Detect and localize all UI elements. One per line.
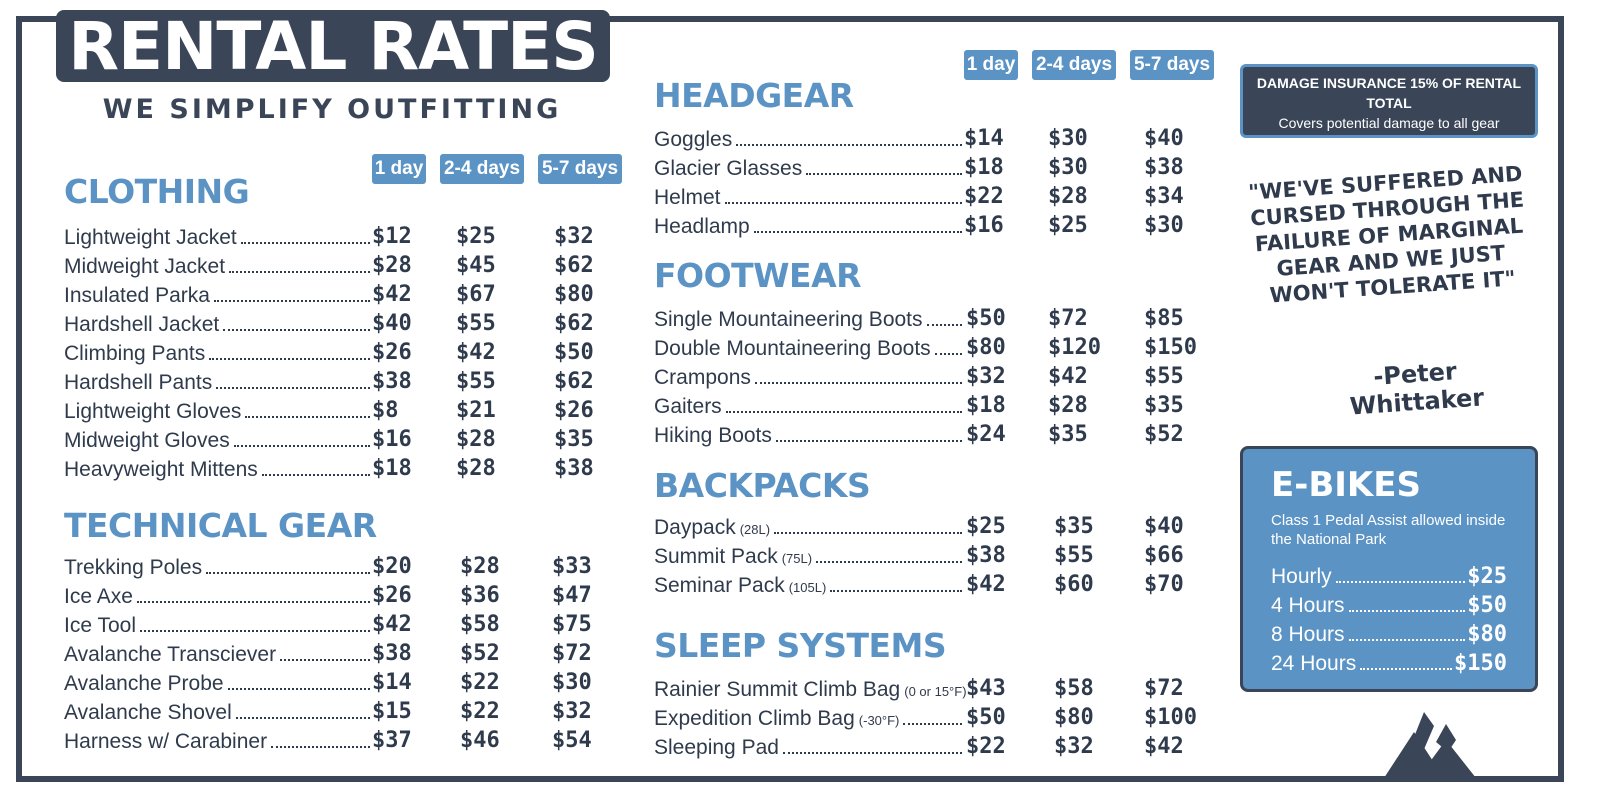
item-name: Ice Tool [64,614,136,637]
price-1day: $25 [966,514,1006,539]
dot-leader [137,601,370,603]
ebikes-note: Class 1 Pedal Assist allowed inside the National Park [1271,512,1506,548]
price-5-7days: $55 [1144,364,1184,389]
price-2-4days: $22 [460,670,500,695]
item-name: Summit Pack [654,545,778,568]
item-name: Hardshell Pants [64,371,213,394]
price-5-7days: $66 [1144,543,1184,568]
price-5-7days: $80 [554,282,594,307]
table-row [64,222,372,250]
price-5-7days: $40 [1144,126,1184,151]
price-1day: $18 [966,393,1006,418]
price-1day: $26 [372,340,412,365]
price-1day: $42 [372,612,412,637]
ebike-rate-row [1271,619,1507,647]
item-name: Heavyweight Mittens [64,458,258,481]
table-row [64,639,372,667]
price-2-4days: $28 [456,427,496,452]
dot-leader [228,688,370,690]
price-2-4days: $21 [456,398,496,423]
item-name: Single Mountaineering Boots [654,308,923,331]
price-1day: $8 [372,398,399,423]
price-1day: $20 [372,554,412,579]
insurance-line2: Covers potential damage to all gear [1278,115,1500,131]
item-name: Trekking Poles [64,556,203,579]
price-5-7days: $100 [1144,705,1197,730]
price-1day: $32 [966,364,1006,389]
price-5-7days: $38 [554,456,594,481]
section-title-footwear: FOOTWEAR [654,256,862,295]
price-2-4days: $35 [1048,422,1088,447]
price-5-7days: $85 [1144,306,1184,331]
item-name: Gaiters [654,395,722,418]
price-2-4days: $28 [460,554,500,579]
table-row [654,732,964,760]
dot-leader [236,717,370,719]
col-header-2-4days-mid: 2-4 days [1032,50,1116,80]
table-row [64,367,372,395]
price-1day: $40 [372,311,412,336]
price-5-7days: $62 [554,311,594,336]
table-row [64,251,372,279]
price-1day: $43 [966,676,1006,701]
dot-leader [816,561,962,563]
table-row [654,570,964,598]
price-2-4days: $25 [456,224,496,249]
price-1day: $28 [372,253,412,278]
item-name: Harness w/ Carabiner [64,730,268,753]
ebike-rate-row [1271,590,1507,618]
ebikes-title: E-BIKES [1271,465,1421,505]
table-row [64,581,372,609]
table-row [654,703,964,731]
item-name: Climbing Pants [64,342,206,365]
item-size: (28L) [739,522,771,537]
dot-leader [223,329,370,331]
price-1day: $38 [372,641,412,666]
ebike-rate-row [1271,648,1507,676]
section-title-clothing: CLOTHING [64,172,250,211]
price-2-4days: $72 [1048,306,1088,331]
item-name: Rainier Summit Climb Bag [654,678,901,701]
table-row [654,541,964,569]
item-name: Seminar Pack [654,574,785,597]
item-name: Hiking Boots [654,424,772,447]
insurance-headline: DAMAGE INSURANCE 15% OF RENTAL TOTAL [1256,75,1522,111]
col-header-5-7days-mid: 5-7 days [1130,50,1214,80]
price-1day: $37 [372,728,412,753]
dot-leader [241,242,370,244]
price-1day: $42 [372,282,412,307]
item-name: Ice Axe [64,585,133,608]
table-row [64,697,372,725]
price-2-4days: $28 [1048,184,1088,209]
dot-leader [754,231,962,233]
ebike-rate-price: $25 [1467,564,1507,589]
price-2-4days: $30 [1048,155,1088,180]
table-row [64,338,372,366]
dot-leader [209,358,370,360]
price-5-7days: $75 [552,612,592,637]
price-1day: $24 [966,422,1006,447]
table-row [64,610,372,638]
dot-leader [927,324,962,326]
price-2-4days: $35 [1054,514,1094,539]
dot-leader [280,659,370,661]
page-title: RENTAL RATES [68,7,598,85]
item-name: Helmet [654,186,721,209]
price-5-7days: $62 [554,369,594,394]
table-row [654,362,964,390]
price-2-4days: $25 [1048,213,1088,238]
price-1day: $18 [964,155,1004,180]
table-row [64,309,372,337]
ebike-rate-price: $50 [1467,593,1507,618]
price-5-7days: $32 [552,699,592,724]
item-name: Midweight Jacket [64,255,226,278]
price-1day: $14 [964,126,1004,151]
price-2-4days: $67 [456,282,496,307]
dot-leader [726,411,962,413]
price-2-4days: $55 [456,311,496,336]
price-2-4days: $45 [456,253,496,278]
price-5-7days: $35 [1144,393,1184,418]
price-2-4days: $52 [460,641,500,666]
item-size: (105L) [788,580,827,595]
price-5-7days: $26 [554,398,594,423]
table-row [654,153,964,181]
price-1day: $14 [372,670,412,695]
price-1day: $26 [372,583,412,608]
dot-leader [206,572,370,574]
section-title-technical: TECHNICAL GEAR [64,506,377,545]
price-2-4days: $22 [460,699,500,724]
item-name: Double Mountaineering Boots [654,337,931,360]
price-2-4days: $28 [1048,393,1088,418]
item-size: (75L) [781,551,813,566]
price-5-7days: $32 [554,224,594,249]
dot-leader [140,630,370,632]
price-5-7days: $38 [1144,155,1184,180]
item-name: Midweight Gloves [64,429,230,452]
dot-leader [755,382,962,384]
price-2-4days: $42 [456,340,496,365]
price-1day: $16 [372,427,412,452]
ebike-rate-label: 24 Hours [1271,652,1357,675]
price-1day: $22 [964,184,1004,209]
item-name: Insulated Parka [64,284,210,307]
insurance-box [1240,64,1538,151]
table-row [654,182,964,210]
dot-leader [783,752,962,754]
item-name: Lightweight Gloves [64,400,242,423]
price-5-7days: $72 [1144,676,1184,701]
price-2-4days: $42 [1048,364,1088,389]
ebike-rate-price: $150 [1454,651,1507,676]
ebike-rate-label: 4 Hours [1271,594,1345,617]
table-row [654,124,964,152]
item-name: Sleeping Pad [654,736,779,759]
ebike-rate-row [1271,561,1507,589]
dot-leader [830,590,962,592]
price-5-7days: $30 [552,670,592,695]
price-1day: $42 [966,572,1006,597]
dot-leader [903,723,962,725]
item-name: Avalanche Probe [64,672,224,695]
section-title-headgear: HEADGEAR [654,76,854,115]
price-2-4days: $55 [456,369,496,394]
price-2-4days: $80 [1054,705,1094,730]
quote-text: "WE'VE SUFFERED AND CURSED THROUGH THE FAILURE OF MARGINAL GEAR AND WE JUST WON'T TOLERATE IT" [1247,161,1525,308]
price-1day: $12 [372,224,412,249]
item-name: Goggles [654,128,733,151]
table-row [654,512,964,540]
table-row [654,304,964,332]
price-1day: $22 [966,734,1006,759]
dot-leader [806,173,962,175]
price-2-4days: $60 [1054,572,1094,597]
table-row [64,425,372,453]
price-5-7days: $33 [552,554,592,579]
table-row [654,333,964,361]
price-2-4days: $46 [460,728,500,753]
price-1day: $50 [966,306,1006,331]
price-5-7days: $62 [554,253,594,278]
col-header-1day-mid: 1 day [964,50,1018,80]
item-name: Crampons [654,366,751,389]
price-5-7days: $40 [1144,514,1184,539]
price-5-7days: $42 [1144,734,1184,759]
item-name: Lightweight Jacket [64,226,237,249]
price-1day: $16 [964,213,1004,238]
dot-leader [736,144,962,146]
item-size: (-30°F) [858,713,900,728]
price-5-7days: $72 [552,641,592,666]
price-5-7days: $47 [552,583,592,608]
quote-author: -Peter Whittaker [1348,357,1485,421]
dot-leader [234,445,370,447]
item-name: Avalanche Transciever [64,643,277,666]
item-name: Expedition Climb Bag [654,707,855,730]
dot-leader [216,387,370,389]
col-header-2-4days-left: 2-4 days [440,154,524,184]
dot-leader [776,440,962,442]
item-name: Hardshell Jacket [64,313,220,336]
dot-leader [262,474,370,476]
table-row [654,420,964,448]
table-row [64,280,372,308]
price-1day: $18 [372,456,412,481]
ebike-rate-label: Hourly [1271,565,1332,588]
ebikes-box [1240,446,1538,692]
price-5-7days: $52 [1144,422,1184,447]
insurance-line3: for the duration of your rental. [1297,135,1481,151]
ebike-rate-label: 8 Hours [1271,623,1345,646]
dot-leader [271,746,370,748]
dot-leader [245,416,370,418]
price-5-7days: $54 [552,728,592,753]
price-5-7days: $150 [1144,335,1197,360]
table-row [64,552,372,580]
table-row [654,211,964,239]
price-1day: $15 [372,699,412,724]
price-1day: $50 [966,705,1006,730]
item-name: Headlamp [654,215,750,238]
table-row [654,391,964,419]
price-2-4days: $58 [1054,676,1094,701]
ebike-rate-price: $80 [1467,622,1507,647]
price-1day: $38 [966,543,1006,568]
price-5-7days: $50 [554,340,594,365]
price-1day: $38 [372,369,412,394]
section-title-sleep: SLEEP SYSTEMS [654,626,947,665]
price-2-4days: $120 [1048,335,1101,360]
price-2-4days: $58 [460,612,500,637]
item-name: Avalanche Shovel [64,701,232,724]
dot-leader [214,300,370,302]
price-2-4days: $36 [460,583,500,608]
mountain-logo-icon [1384,712,1480,778]
item-size: (0 or 15°F) [904,684,967,699]
dot-leader [774,532,962,534]
price-5-7days: $30 [1144,213,1184,238]
subtitle: WE SIMPLIFY OUTFITTING [102,94,562,125]
title-banner [56,7,610,85]
price-2-4days: $32 [1054,734,1094,759]
col-header-1day-left: 1 day [372,154,426,184]
price-5-7days: $70 [1144,572,1184,597]
price-2-4days: $28 [456,456,496,481]
price-5-7days: $35 [554,427,594,452]
dot-leader [725,202,962,204]
price-5-7days: $34 [1144,184,1184,209]
section-title-backpacks: BACKPACKS [654,466,871,505]
item-name: Glacier Glasses [654,157,803,180]
table-row [654,674,967,702]
price-2-4days: $55 [1054,543,1094,568]
table-row [64,454,372,482]
item-name: Daypack [654,516,736,539]
table-row [64,726,372,754]
table-row [64,668,372,696]
price-1day: $80 [966,335,1006,360]
price-2-4days: $30 [1048,126,1088,151]
dot-leader [935,353,962,355]
col-header-5-7days-left: 5-7 days [538,154,622,184]
table-row [64,396,372,424]
dot-leader [229,271,370,273]
